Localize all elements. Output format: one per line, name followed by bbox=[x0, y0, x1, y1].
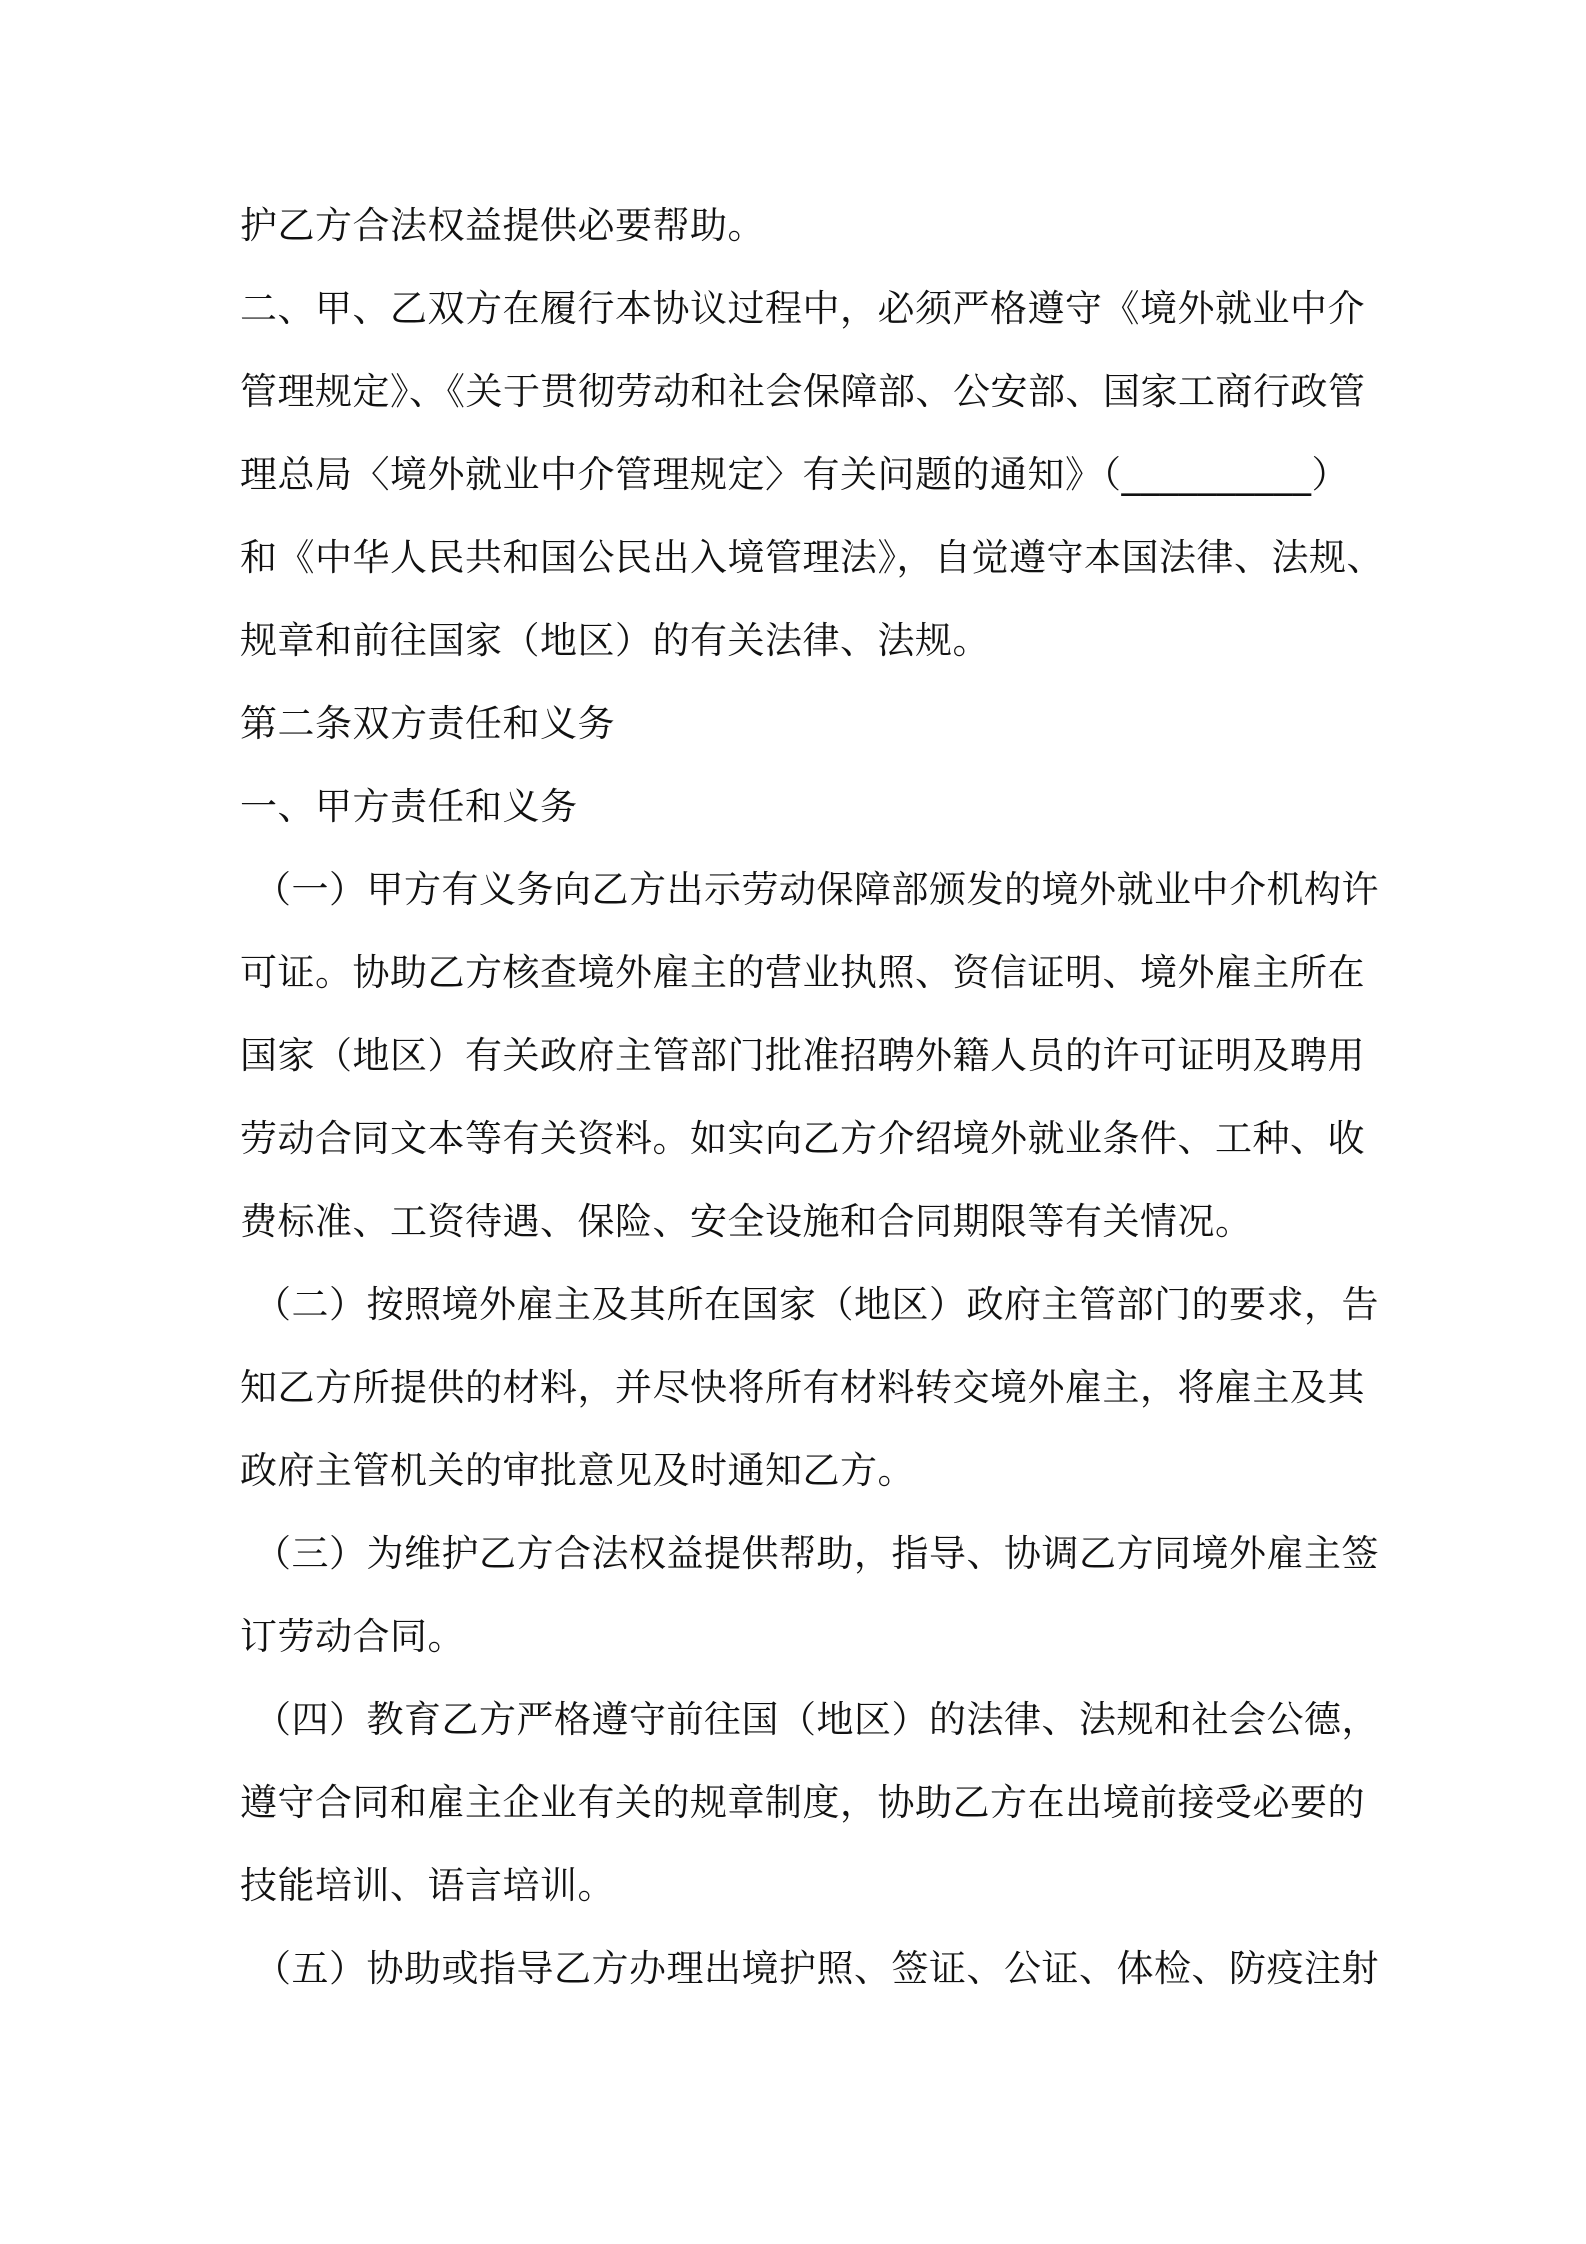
text-line: 技能培训、语言培训。 bbox=[240, 1864, 615, 1907]
section-heading: 第二条双方责任和义务 bbox=[240, 702, 615, 745]
text-line: 订劳动合同。 bbox=[240, 1615, 465, 1658]
text-line: 国家（地区）有关政府主管部门批准招聘外籍人员的许可证明及聘用 bbox=[240, 1034, 1365, 1077]
text-line: （四）教育乙方严格遵守前往国（地区）的法律、法规和社会公德， bbox=[254, 1698, 1379, 1741]
text-line: 可证。协助乙方核查境外雇主的营业执照、资信证明、境外雇主所在 bbox=[240, 951, 1365, 994]
subsection-heading: 一、甲方责任和义务 bbox=[240, 785, 578, 828]
text-line: 护乙方合法权益提供必要帮助。 bbox=[240, 204, 765, 247]
text-line: 理总局〈境外就业中介管理规定〉有关问题的通知》（__________） bbox=[240, 453, 1349, 496]
text-line: 费标准、工资待遇、保险、安全设施和合同期限等有关情况。 bbox=[240, 1200, 1253, 1243]
text-line: 管理规定》、《关于贯彻劳动和社会保障部、公安部、国家工商行政管 bbox=[240, 370, 1366, 413]
text-line: 和《中华人民共和国公民出入境管理法》，自觉遵守本国法律、法规、 bbox=[240, 536, 1384, 579]
text-line: 二、甲、乙双方在履行本协议过程中，必须严格遵守《境外就业中介 bbox=[240, 287, 1365, 330]
text-line: 政府主管机关的审批意见及时通知乙方。 bbox=[240, 1449, 915, 1492]
text-line: （二）按照境外雇主及其所在国家（地区）政府主管部门的要求，告 bbox=[254, 1283, 1379, 1326]
text-line: （一）甲方有义务向乙方出示劳动保障部颁发的境外就业中介机构许 bbox=[254, 868, 1379, 911]
text-line: 知乙方所提供的材料，并尽快将所有材料转交境外雇主，将雇主及其 bbox=[240, 1366, 1365, 1409]
text-line: 遵守合同和雇主企业有关的规章制度，协助乙方在出境前接受必要的 bbox=[240, 1781, 1365, 1824]
text-line: （五）协助或指导乙方办理出境护照、签证、公证、体检、防疫注射 bbox=[254, 1947, 1379, 1990]
text-line: 劳动合同文本等有关资料。如实向乙方介绍境外就业条件、工种、收 bbox=[240, 1117, 1365, 1160]
text-line: 规章和前往国家（地区）的有关法律、法规。 bbox=[240, 619, 990, 662]
text-line: （三）为维护乙方合法权益提供帮助，指导、协调乙方同境外雇主签 bbox=[254, 1532, 1379, 1575]
